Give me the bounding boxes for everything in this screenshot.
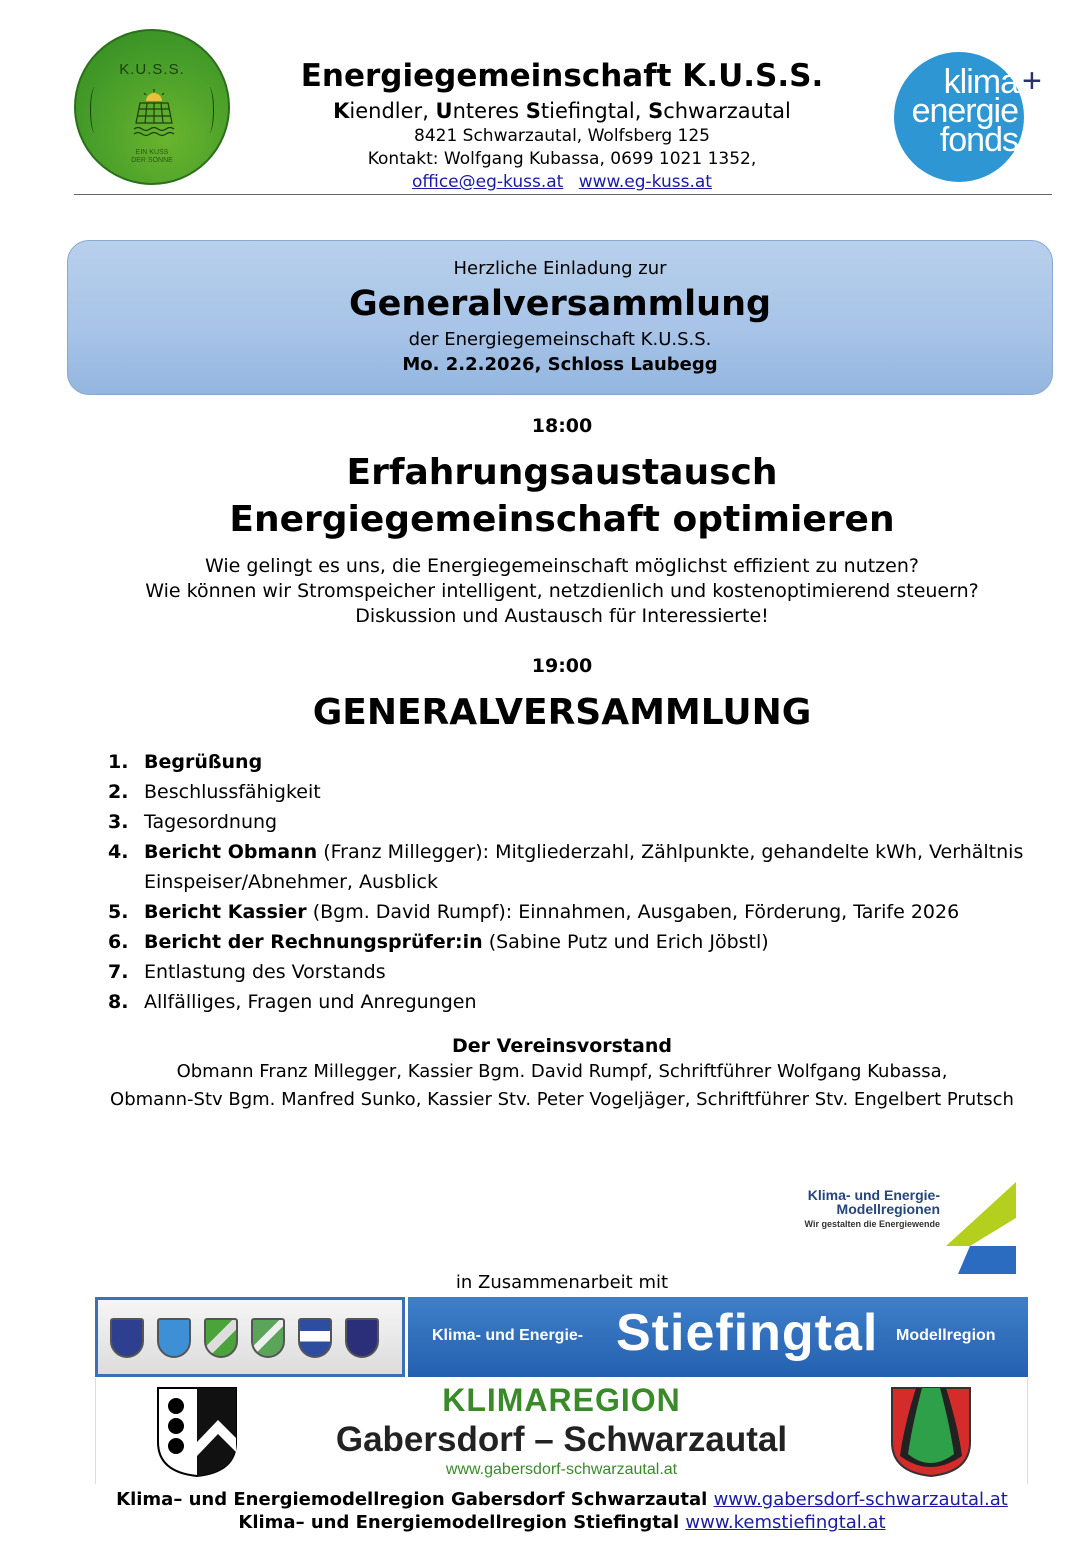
kem-line: Modellregionen [836,1201,940,1217]
crest-icon [110,1318,144,1358]
kef-word: energie [911,92,1018,130]
crest-icon [345,1318,379,1358]
board-title: Der Vereinsvorstand [452,1035,672,1057]
kef-word: klima [943,63,1018,101]
agenda-text: Entlastung des Vorstands [144,961,386,983]
agenda-text: (Bgm. David Rumpf): Einnahmen, Ausgaben, Förderung, Tarife 2026 [306,901,960,923]
agenda-item [108,957,1068,987]
desc-line: Wie gelingt es uns, die Energiegemeinschaft möglichst effizient zu nutzen? [205,555,919,577]
kuss-logo [74,29,230,185]
initial-s: S [525,99,541,123]
initial-u: U [435,99,453,123]
slogan-line: DER SONNE [131,157,173,164]
desc-line: Wie können wir Stromspeicher intelligent, netzdienlich und kostenoptimierend steuern? [145,580,979,602]
kem-logo-shape-icon [946,1182,1018,1276]
banner-main-text: Stiefingtal [616,1304,879,1362]
agenda-bold: Bericht Obmann [144,841,318,863]
agenda-number: 2. [108,781,129,803]
klima-energie-fonds-logo [894,52,1024,182]
initial-s: S [648,99,664,123]
agenda-item [108,837,1068,897]
crest-icon [204,1318,238,1358]
agenda-bold: Bericht der Rechnungsprüfer:in [144,931,483,953]
stiefingtal-link[interactable]: www.kemstiefingtal.at [685,1512,886,1533]
session1-desc [0,554,1090,629]
agenda-number: 3. [108,811,129,833]
invitation-title: Generalversammlung [348,284,772,324]
org-title: Energiegemeinschaft K.U.S.S. [300,58,824,94]
session2-title: GENERALVERSAMMLUNG [312,692,812,733]
crest-icon [298,1318,332,1358]
kuss-logo-text: K.U.S.S. [119,61,185,78]
banner-right-text: Modellregion [896,1327,996,1344]
footer-text: Klima– und Energiemodellregion Stiefingtal [238,1512,680,1533]
agenda-number: 8. [108,991,129,1013]
subtitle-word: iendler, [349,99,436,123]
agenda-number: 4. [108,841,129,863]
slogan-line: EIN KUSS [135,149,169,156]
website-link[interactable]: www.eg-kuss.at [578,172,712,192]
org-contact: Kontakt: Wolfgang Kubassa, 0699 1021 1352, [367,149,757,169]
klimaregion-url: www.gabersdorf-schwarzautal.at [445,1461,678,1478]
agenda-list [108,747,1068,1017]
agenda-item [108,747,1068,777]
gabersdorf-link[interactable]: www.gabersdorf-schwarzautal.at [713,1489,1008,1510]
agenda-bold: Bericht Kassier [144,901,307,923]
logo-arc-right [204,87,214,133]
session2-time: 19:00 [531,655,593,677]
agenda-item [108,927,1068,957]
org-address: 8421 Schwarzautal, Wolfsberg 125 [414,126,710,146]
agenda-text: Allfälliges, Fragen und Anregungen [144,991,477,1013]
kem-tagline: Wir gestalten die Energiewende [804,1219,940,1229]
cooperation-label: in Zusammenarbeit mit [455,1272,669,1293]
subtitle-word: tiefingtal, [540,99,649,123]
invitation-date-place: Mo. 2.2.2026, Schloss Laubegg [402,354,718,375]
crest-icon [157,1318,191,1358]
agenda-bold: Begrüßung [144,751,263,773]
agenda-text: Tagesordnung [144,811,278,833]
agenda-text: (Sabine Putz und Erich Jöbstl) [482,931,769,953]
session1-title-line1: Erfahrungsaustausch [346,452,778,493]
kem-logo-text [786,1188,940,1229]
agenda-number: 7. [108,961,129,983]
agenda-number: 5. [108,901,129,923]
agenda-text: Beschlussfähigkeit [144,781,321,803]
crest-icon [251,1318,285,1358]
org-subtitle [240,99,884,123]
municipal-crests-banner [95,1297,405,1377]
agenda-item [108,807,1068,837]
org-links [240,172,884,192]
plus-icon: + [1022,62,1042,100]
board-line: Obmann-Stv Bgm. Manfred Sunko, Kassier Stv. Peter Vogeljäger, Schriftführer Stv. Engelbert Prutsch [110,1089,1014,1110]
kem-line: Klima- und Energie- [807,1187,940,1203]
stiefingtal-banner [408,1297,1028,1377]
kuss-slogan [76,149,228,165]
footer-text: Klima– und Energiemodellregion Gabersdorf Schwarzautal [116,1489,708,1510]
agenda-item [108,987,1068,1017]
agenda-number: 6. [108,931,129,953]
agenda-item [108,777,1068,807]
solar-panel-icon [128,89,180,141]
footer-line-2 [0,1512,1090,1533]
email-link[interactable]: office@eg-kuss.at [412,172,564,192]
klimaregion-name: Gabersdorf – Schwarzautal [335,1420,788,1459]
kef-word: fonds [939,121,1018,159]
invitation-intro: Herzliche Einladung zur [453,258,667,279]
initial-k: K [333,99,350,123]
banner-left-text: Klima- und Energie- [432,1327,584,1344]
agenda-text: (Franz Millegger): Mitgliederzahl, Zählpunkte, gehandelte kWh, Verhältnis Einspeiser/Abnehmer, Ausblick [144,841,1024,893]
klimaregion-label: KLIMAREGION [442,1382,681,1418]
agenda-number: 1. [108,751,129,773]
board-line: Obmann Franz Millegger, Kassier Bgm. David Rumpf, Schriftführer Wolfgang Kubassa, [176,1061,948,1082]
agenda-item [108,897,1068,927]
logo-arc-left [90,87,100,133]
session1-time: 18:00 [531,415,593,437]
header-divider [74,194,1052,195]
invitation-of: der Energiegemeinschaft K.U.S.S. [408,329,712,350]
session1-title-line2: Energiegemeinschaft optimieren [229,499,895,540]
desc-line: Diskussion und Austausch für Interessierte! [355,605,769,627]
subtitle-word: chwarzautal [663,99,791,123]
subtitle-word: nteres [452,99,526,123]
footer-line-1 [0,1489,1090,1510]
